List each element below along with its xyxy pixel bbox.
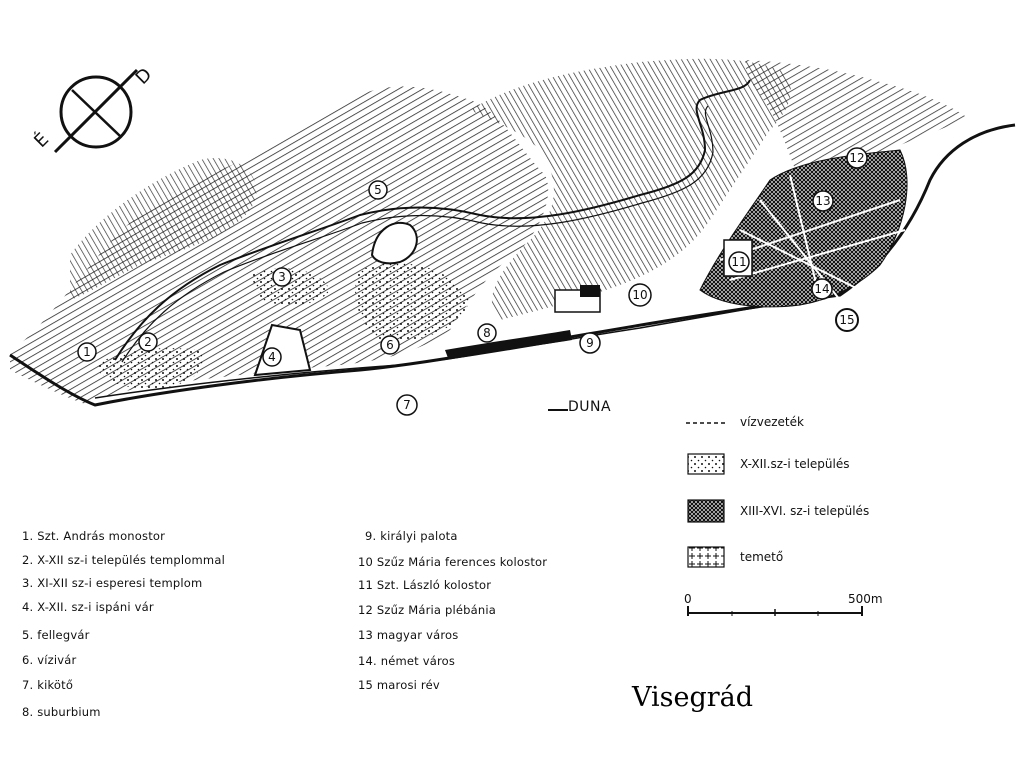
key-item-4: 4. X-XII. sz-i ispáni vár [22, 600, 154, 614]
key-item-12: 12 Szűz Mária plébánia [358, 603, 497, 617]
marker-2 [139, 333, 157, 351]
legend-cemetery-label: temető [740, 550, 784, 564]
marker-9 [580, 333, 600, 353]
key-item-14: 14. német város [358, 654, 456, 668]
svg-text:2: 2 [144, 335, 152, 349]
key-item-6: 6. vízivár [22, 653, 77, 667]
late-settlement-area-shore [445, 330, 572, 358]
compass-north-label: É [30, 129, 54, 152]
legend-late-settlement-label: XIII-XVI. sz-i település [740, 504, 870, 518]
marker-3 [273, 268, 291, 286]
marker-5 [369, 181, 387, 199]
legend-conduit-label: vízvezeték [740, 415, 804, 429]
key-item-8: 8. suburbium [22, 705, 101, 719]
marker-7 [397, 395, 417, 415]
legend-crosshatch-swatch [688, 500, 724, 522]
svg-text:10: 10 [632, 288, 648, 302]
svg-text:9: 9 [586, 336, 594, 350]
compass-rose [55, 70, 137, 152]
legend-crosses-swatch [688, 547, 724, 567]
svg-text:13: 13 [815, 194, 831, 208]
svg-text:4: 4 [268, 350, 276, 364]
key-item-3: 3. XI-XII sz-i esperesi templom [22, 576, 203, 590]
svg-text:14: 14 [814, 282, 830, 296]
marker-12 [847, 148, 867, 168]
legend-dotted-swatch [688, 454, 724, 474]
svg-text:15: 15 [839, 313, 855, 327]
marker-4 [263, 348, 281, 366]
scale-bar [688, 606, 862, 616]
compass-south-label: D [131, 64, 157, 89]
marker-10 [629, 284, 651, 306]
marker-8 [478, 324, 496, 342]
key-item-13: 13 magyar város [358, 628, 459, 642]
svg-text:6: 6 [386, 338, 394, 352]
svg-text:3: 3 [278, 270, 286, 284]
svg-text:5: 5 [374, 183, 382, 197]
svg-text:7: 7 [403, 398, 411, 412]
key-item-7: 7. kikötő [22, 678, 74, 692]
marker-11 [729, 252, 749, 272]
marker-6 [381, 336, 399, 354]
key-item-5: 5. fellegvár [22, 628, 90, 642]
svg-text:8: 8 [483, 326, 491, 340]
marker-13 [813, 191, 833, 211]
legend-early-settlement-label: X-XII.sz-i település [740, 457, 850, 471]
map-caption: Visegrád [632, 682, 754, 713]
key-item-9: 9. királyi palota [365, 529, 458, 543]
river-label: DUNA [568, 399, 612, 415]
franciscan-friary-block [580, 285, 600, 297]
key-item-15: 15 marosi rév [358, 678, 440, 692]
marker-14 [812, 279, 832, 299]
scale-start-label: 0 [684, 592, 692, 606]
key-item-10: 10 Szűz Mária ferences kolostor [358, 555, 548, 569]
scale-end-label: 500m [848, 592, 883, 606]
marker-1 [78, 343, 96, 361]
svg-text:12: 12 [849, 151, 865, 165]
svg-text:1: 1 [83, 345, 91, 359]
key-item-11: 11 Szt. László kolostor [358, 578, 492, 592]
svg-text:11: 11 [731, 255, 747, 269]
marker-15 [836, 309, 858, 331]
key-item-2: 2. X-XII sz-i település templommal [22, 553, 225, 567]
key-item-1: 1. Szt. András monostor [22, 529, 166, 543]
